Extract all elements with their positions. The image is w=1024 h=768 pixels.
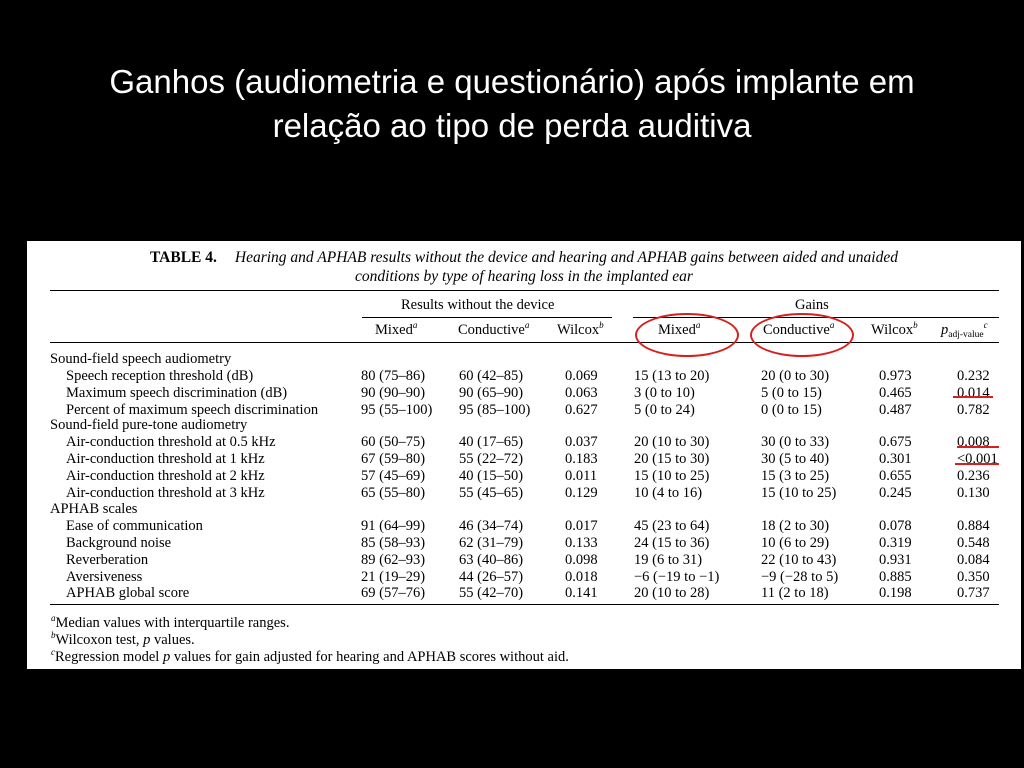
cell-mixed: 69 (57–76) — [361, 585, 426, 601]
col-header-gain-mixed: Mixed$^a$ — [658, 320, 701, 338]
cell-mixed: 80 (75–86) — [361, 368, 426, 384]
caption-line-1: Hearing and APHAB results without the device and hearing and APHAB gains between aided and unaided — [234, 249, 898, 266]
cell-gain-conductive: 22 (10 to 43) — [761, 552, 837, 568]
cell-p-adj: 0.737 — [957, 585, 990, 601]
cell-mixed: 67 (59–80) — [361, 451, 426, 467]
row-label: Air-conduction threshold at 1 kHz — [66, 451, 265, 467]
cell-mixed: 91 (64–99) — [361, 518, 426, 534]
footnote-a: $^a$Median values with interquartile ranges. — [51, 613, 290, 631]
cell-mixed: 21 (19–29) — [361, 569, 426, 585]
row-label: Air-conduction threshold at 3 kHz — [66, 485, 265, 501]
cell-gain-conductive: −9 (−28 to 5) — [761, 569, 839, 585]
slide-title-line-1: Ganhos (audiometria e questionário) após implante em — [109, 63, 915, 100]
section-puretone: Sound-field pure-tone audiometry — [50, 417, 248, 433]
cell-wilcox: 0.017 — [565, 518, 598, 534]
row-label: Reverberation — [66, 552, 149, 568]
cell-gain-mixed: 20 (15 to 30) — [634, 451, 710, 467]
cell-wilcox: 0.018 — [565, 569, 598, 585]
cell-gain-mixed: 3 (0 to 10) — [634, 385, 695, 401]
footnote-c: $^c$Regression model p values for gain adjusted for hearing and APHAB scores without aid. — [51, 647, 569, 665]
row-label: Air-conduction threshold at 2 kHz — [66, 468, 265, 484]
footnote-b: $^b$Wilcoxon test, p values. — [51, 630, 195, 648]
table-label: TABLE 4. — [149, 249, 217, 266]
col-header-gain-conductive: Conductive$^a$ — [763, 320, 835, 338]
cell-mixed: 95 (55–100) — [361, 402, 433, 418]
col-header-mixed: Mixed$^a$ — [375, 320, 418, 338]
bottom-rule — [50, 604, 999, 605]
cell-wilcox: 0.183 — [565, 451, 598, 467]
row-label: Aversiveness — [66, 569, 143, 585]
cell-gain-conductive: 10 (6 to 29) — [761, 535, 830, 551]
cell-wilcox: 0.037 — [565, 434, 598, 450]
cell-wilcox: 0.011 — [565, 468, 598, 484]
cell-gain-wilcox: 0.078 — [879, 518, 912, 534]
cell-gain-conductive: 5 (0 to 15) — [761, 385, 822, 401]
red-underline-0001 — [955, 463, 999, 465]
cell-wilcox: 0.063 — [565, 385, 598, 401]
cell-gain-conductive: 15 (3 to 25) — [761, 468, 830, 484]
cell-gain-conductive: 30 (5 to 40) — [761, 451, 830, 467]
cell-gain-wilcox: 0.675 — [879, 434, 912, 450]
cell-gain-conductive: 0 (0 to 15) — [761, 402, 822, 418]
col-header-gain-wilcox: Wilcox$^b$ — [871, 320, 918, 338]
red-circle-gain-mixed — [635, 313, 739, 357]
cell-conductive: 44 (26–57) — [459, 569, 524, 585]
group-header-results: Results without the device — [401, 297, 555, 313]
cell-p-adj: 0.130 — [957, 485, 990, 501]
cell-p-adj: 0.350 — [957, 569, 990, 585]
cell-conductive: 40 (15–50) — [459, 468, 524, 484]
cell-wilcox: 0.098 — [565, 552, 598, 568]
table-caption — [27, 248, 1021, 286]
section-aphab: APHAB scales — [50, 501, 138, 517]
cell-gain-wilcox: 0.198 — [879, 585, 912, 601]
col-header-wilcox: Wilcox$^b$ — [557, 320, 604, 338]
cell-gain-mixed: 5 (0 to 24) — [634, 402, 695, 418]
cell-p-adj: 0.014 — [957, 385, 990, 401]
cell-gain-mixed: −6 (−19 to −1) — [634, 569, 720, 585]
cell-gain-conductive: 15 (10 to 25) — [761, 485, 837, 501]
cell-gain-mixed: 45 (23 to 64) — [634, 518, 710, 534]
cell-wilcox: 0.141 — [565, 585, 598, 601]
red-circle-gain-conductive — [750, 313, 854, 357]
col-header-p-adj: $p_{adj-value}^c$ — [941, 320, 988, 340]
cell-mixed: 85 (58–93) — [361, 535, 426, 551]
cell-conductive: 55 (42–70) — [459, 585, 524, 601]
cell-gain-conductive: 11 (2 to 18) — [761, 585, 829, 601]
cell-wilcox: 0.129 — [565, 485, 598, 501]
slide-title — [0, 60, 1024, 148]
red-underline-0008 — [957, 446, 999, 448]
row-label: Speech reception threshold (dB) — [66, 368, 254, 384]
cell-p-adj: 0.236 — [957, 468, 990, 484]
cell-p-adj: <0.001 — [957, 451, 998, 467]
cell-gain-conductive: 30 (0 to 33) — [761, 434, 830, 450]
top-rule — [50, 290, 999, 291]
cell-conductive: 55 (22–72) — [459, 451, 524, 467]
cell-wilcox: 0.133 — [565, 535, 598, 551]
cell-gain-wilcox: 0.885 — [879, 569, 912, 585]
table-image — [27, 241, 1021, 669]
cell-gain-wilcox: 0.319 — [879, 535, 912, 551]
cell-gain-wilcox: 0.655 — [879, 468, 912, 484]
row-label: Maximum speech discrimination (dB) — [66, 385, 288, 401]
cell-p-adj: 0.884 — [957, 518, 990, 534]
cell-conductive: 40 (17–65) — [459, 434, 524, 450]
cell-gain-wilcox: 0.301 — [879, 451, 912, 467]
cell-gain-wilcox: 0.973 — [879, 368, 912, 384]
section-speech: Sound-field speech audiometry — [50, 351, 232, 367]
cell-gain-wilcox: 0.487 — [879, 402, 912, 418]
cell-mixed: 65 (55–80) — [361, 485, 426, 501]
row-label: Percent of maximum speech discrimination — [66, 402, 319, 418]
cell-p-adj: 0.232 — [957, 368, 990, 384]
header-rule — [50, 342, 999, 343]
col-header-conductive: Conductive$^a$ — [458, 320, 530, 338]
cell-wilcox: 0.627 — [565, 402, 598, 418]
row-label: APHAB global score — [66, 585, 190, 601]
cell-gain-mixed: 24 (15 to 36) — [634, 535, 710, 551]
cell-gain-mixed: 20 (10 to 28) — [634, 585, 710, 601]
cell-p-adj: 0.548 — [957, 535, 990, 551]
cell-gain-wilcox: 0.931 — [879, 552, 912, 568]
cell-p-adj: 0.008 — [957, 434, 990, 450]
cell-conductive: 62 (31–79) — [459, 535, 524, 551]
cell-mixed: 90 (90–90) — [361, 385, 426, 401]
cell-gain-mixed: 20 (10 to 30) — [634, 434, 710, 450]
cell-conductive: 55 (45–65) — [459, 485, 524, 501]
cell-gain-mixed: 15 (13 to 20) — [634, 368, 710, 384]
row-label: Ease of communication — [66, 518, 203, 534]
row-label: Background noise — [66, 535, 172, 551]
cell-conductive: 46 (34–74) — [459, 518, 524, 534]
cell-conductive: 60 (42–85) — [459, 368, 524, 384]
cell-conductive: 95 (85–100) — [459, 402, 531, 418]
cell-mixed: 57 (45–69) — [361, 468, 426, 484]
row-label: Air-conduction threshold at 0.5 kHz — [66, 434, 276, 450]
cell-gain-mixed: 19 (6 to 31) — [634, 552, 703, 568]
cell-gain-mixed: 15 (10 to 25) — [634, 468, 710, 484]
cell-gain-conductive: 18 (2 to 30) — [761, 518, 830, 534]
cell-mixed: 60 (50–75) — [361, 434, 426, 450]
cell-conductive: 90 (65–90) — [459, 385, 524, 401]
cell-mixed: 89 (62–93) — [361, 552, 426, 568]
red-underline-0014 — [953, 396, 993, 398]
cell-p-adj: 0.782 — [957, 402, 990, 418]
cell-p-adj: 0.084 — [957, 552, 990, 568]
cell-gain-conductive: 20 (0 to 30) — [761, 368, 830, 384]
caption-line-2: conditions by type of hearing loss in the implanted ear — [355, 268, 693, 285]
cell-gain-mixed: 10 (4 to 16) — [634, 485, 703, 501]
results-underline — [362, 317, 612, 318]
cell-conductive: 63 (40–86) — [459, 552, 524, 568]
slide-title-line-2: relação ao tipo de perda auditiva — [272, 107, 752, 144]
footnotes — [51, 615, 569, 666]
cell-gain-wilcox: 0.245 — [879, 485, 912, 501]
cell-wilcox: 0.069 — [565, 368, 598, 384]
group-header-gains: Gains — [795, 297, 829, 313]
cell-gain-wilcox: 0.465 — [879, 385, 912, 401]
